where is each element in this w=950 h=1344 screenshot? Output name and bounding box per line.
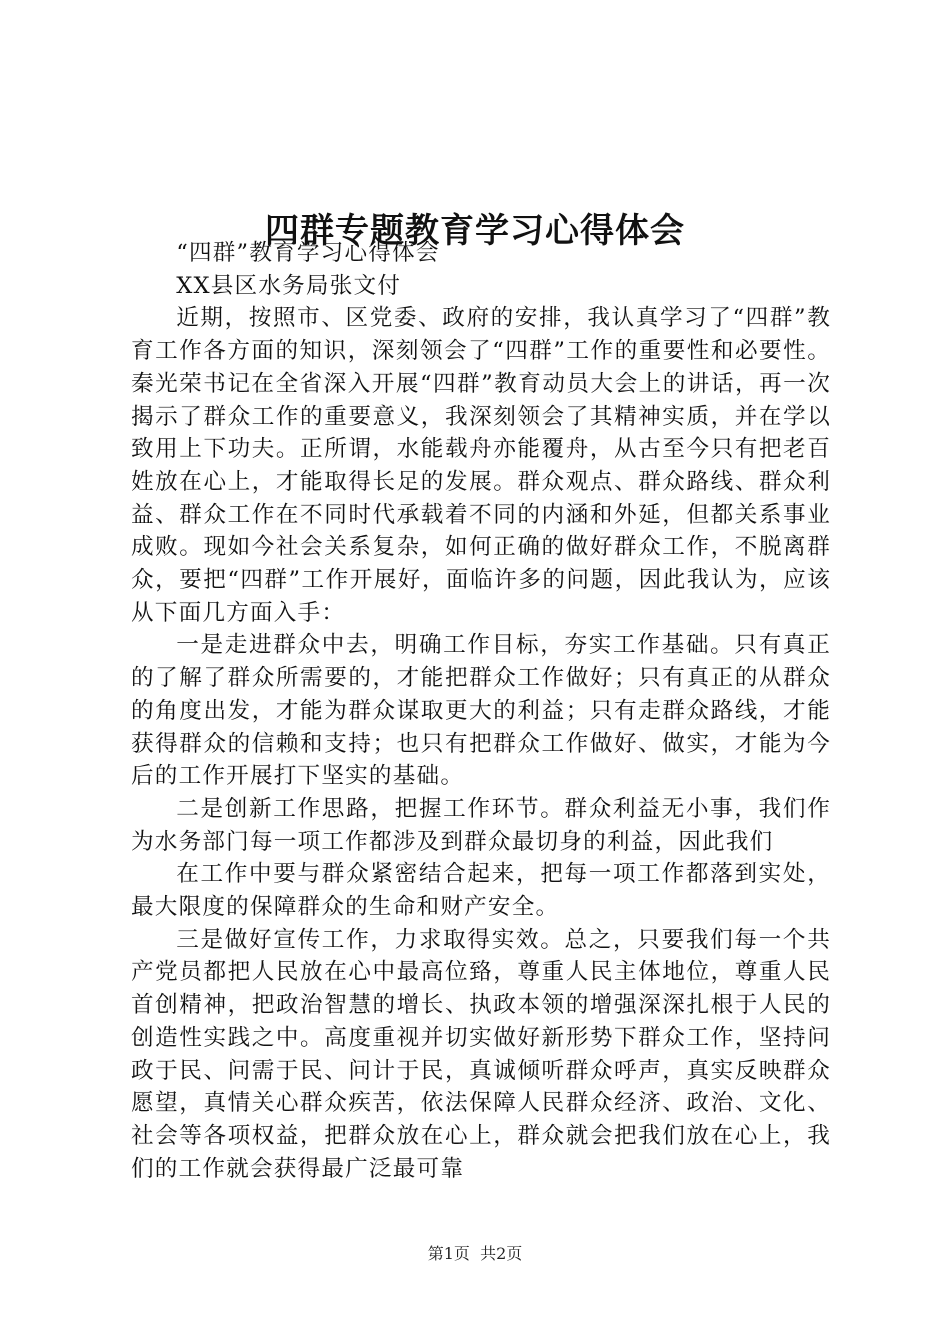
body-paragraph: 近期，按照市、区党委、政府的安排，我认真学习了“四群”教育工作各方面的知识，深刻领会了“四群”工作的重要性和必要性。秦光荣书记在全省深入开展“四群”教育动员大会上的讲话，再一次揭示了群众工作的重要意义，我深刻领会了其精神实质，并在学以致用上下功夫。正所谓，水能载舟亦能覆舟，从古至今只有把老百姓放在心上，才能取得长足的发展。群众观点、群众路线、群众利益、群众工作在不同时代承载着不同的内涵和外延，但都关系事业成败。现如今社会关系复杂，如何正确的做好群众工作，不脱离群众，要把“四群”工作开展好，面临许多的问题，因此我认为，应该从下面几方面入手： — [131, 305, 831, 626]
page-footer — [0, 1243, 950, 1265]
page-total: 共2页 — [480, 1244, 523, 1263]
body-paragraph: 二是创新工作思路，把握工作环节。群众利益无小事，我们作为水务部门每一项工作都涉及到群众最切身的利益，因此我们 — [131, 795, 831, 855]
subtitle-paragraph: “四群”教育学习心得体会 — [176, 240, 440, 266]
body-paragraph: 在工作中要与群众紧密结合起来，把每一项工作都落到实处，最大限度的保障群众的生命和财产安全。 — [131, 861, 831, 921]
page-number: 第1页 — [427, 1244, 470, 1263]
footer-separator — [470, 1244, 480, 1263]
body-paragraph: 三是做好宣传工作，力求取得实效。总之，只要我们每一个共产党员都把人民放在心中最高位臵，尊重人民主体地位，尊重人民首创精神，把政治智慧的增长、执政本领的增强深深扎根于人民的创造性实践之中。高度重视并切实做好新形势下群众工作，坚持问政于民、问需于民、问计于民，真诚倾听群众呼声，真实反映群众愿望，真情关心群众疾苦，依法保障人民群众经济、政治、文化、社会等各项权益，把群众放在心上，群众就会把我们放在心上，我们的工作就会获得最广泛最可靠 — [131, 926, 831, 1182]
body-paragraph: 一是走进群众中去，明确工作目标，夯实工作基础。只有真正的了解了群众所需要的，才能把群众工作做好；只有真正的从群众的角度出发，才能为群众谋取更大的利益；只有走群众路线，才能获得群众的信赖和支持；也只有把群众工作做好、做实，才能为今后的工作开展打下坚实的基础。 — [131, 632, 831, 790]
author-paragraph: XX县区水务局张文付 — [176, 272, 402, 299]
document-title: 四群专题教育学习心得体会 — [265, 210, 685, 251]
document-body — [131, 237, 831, 1185]
